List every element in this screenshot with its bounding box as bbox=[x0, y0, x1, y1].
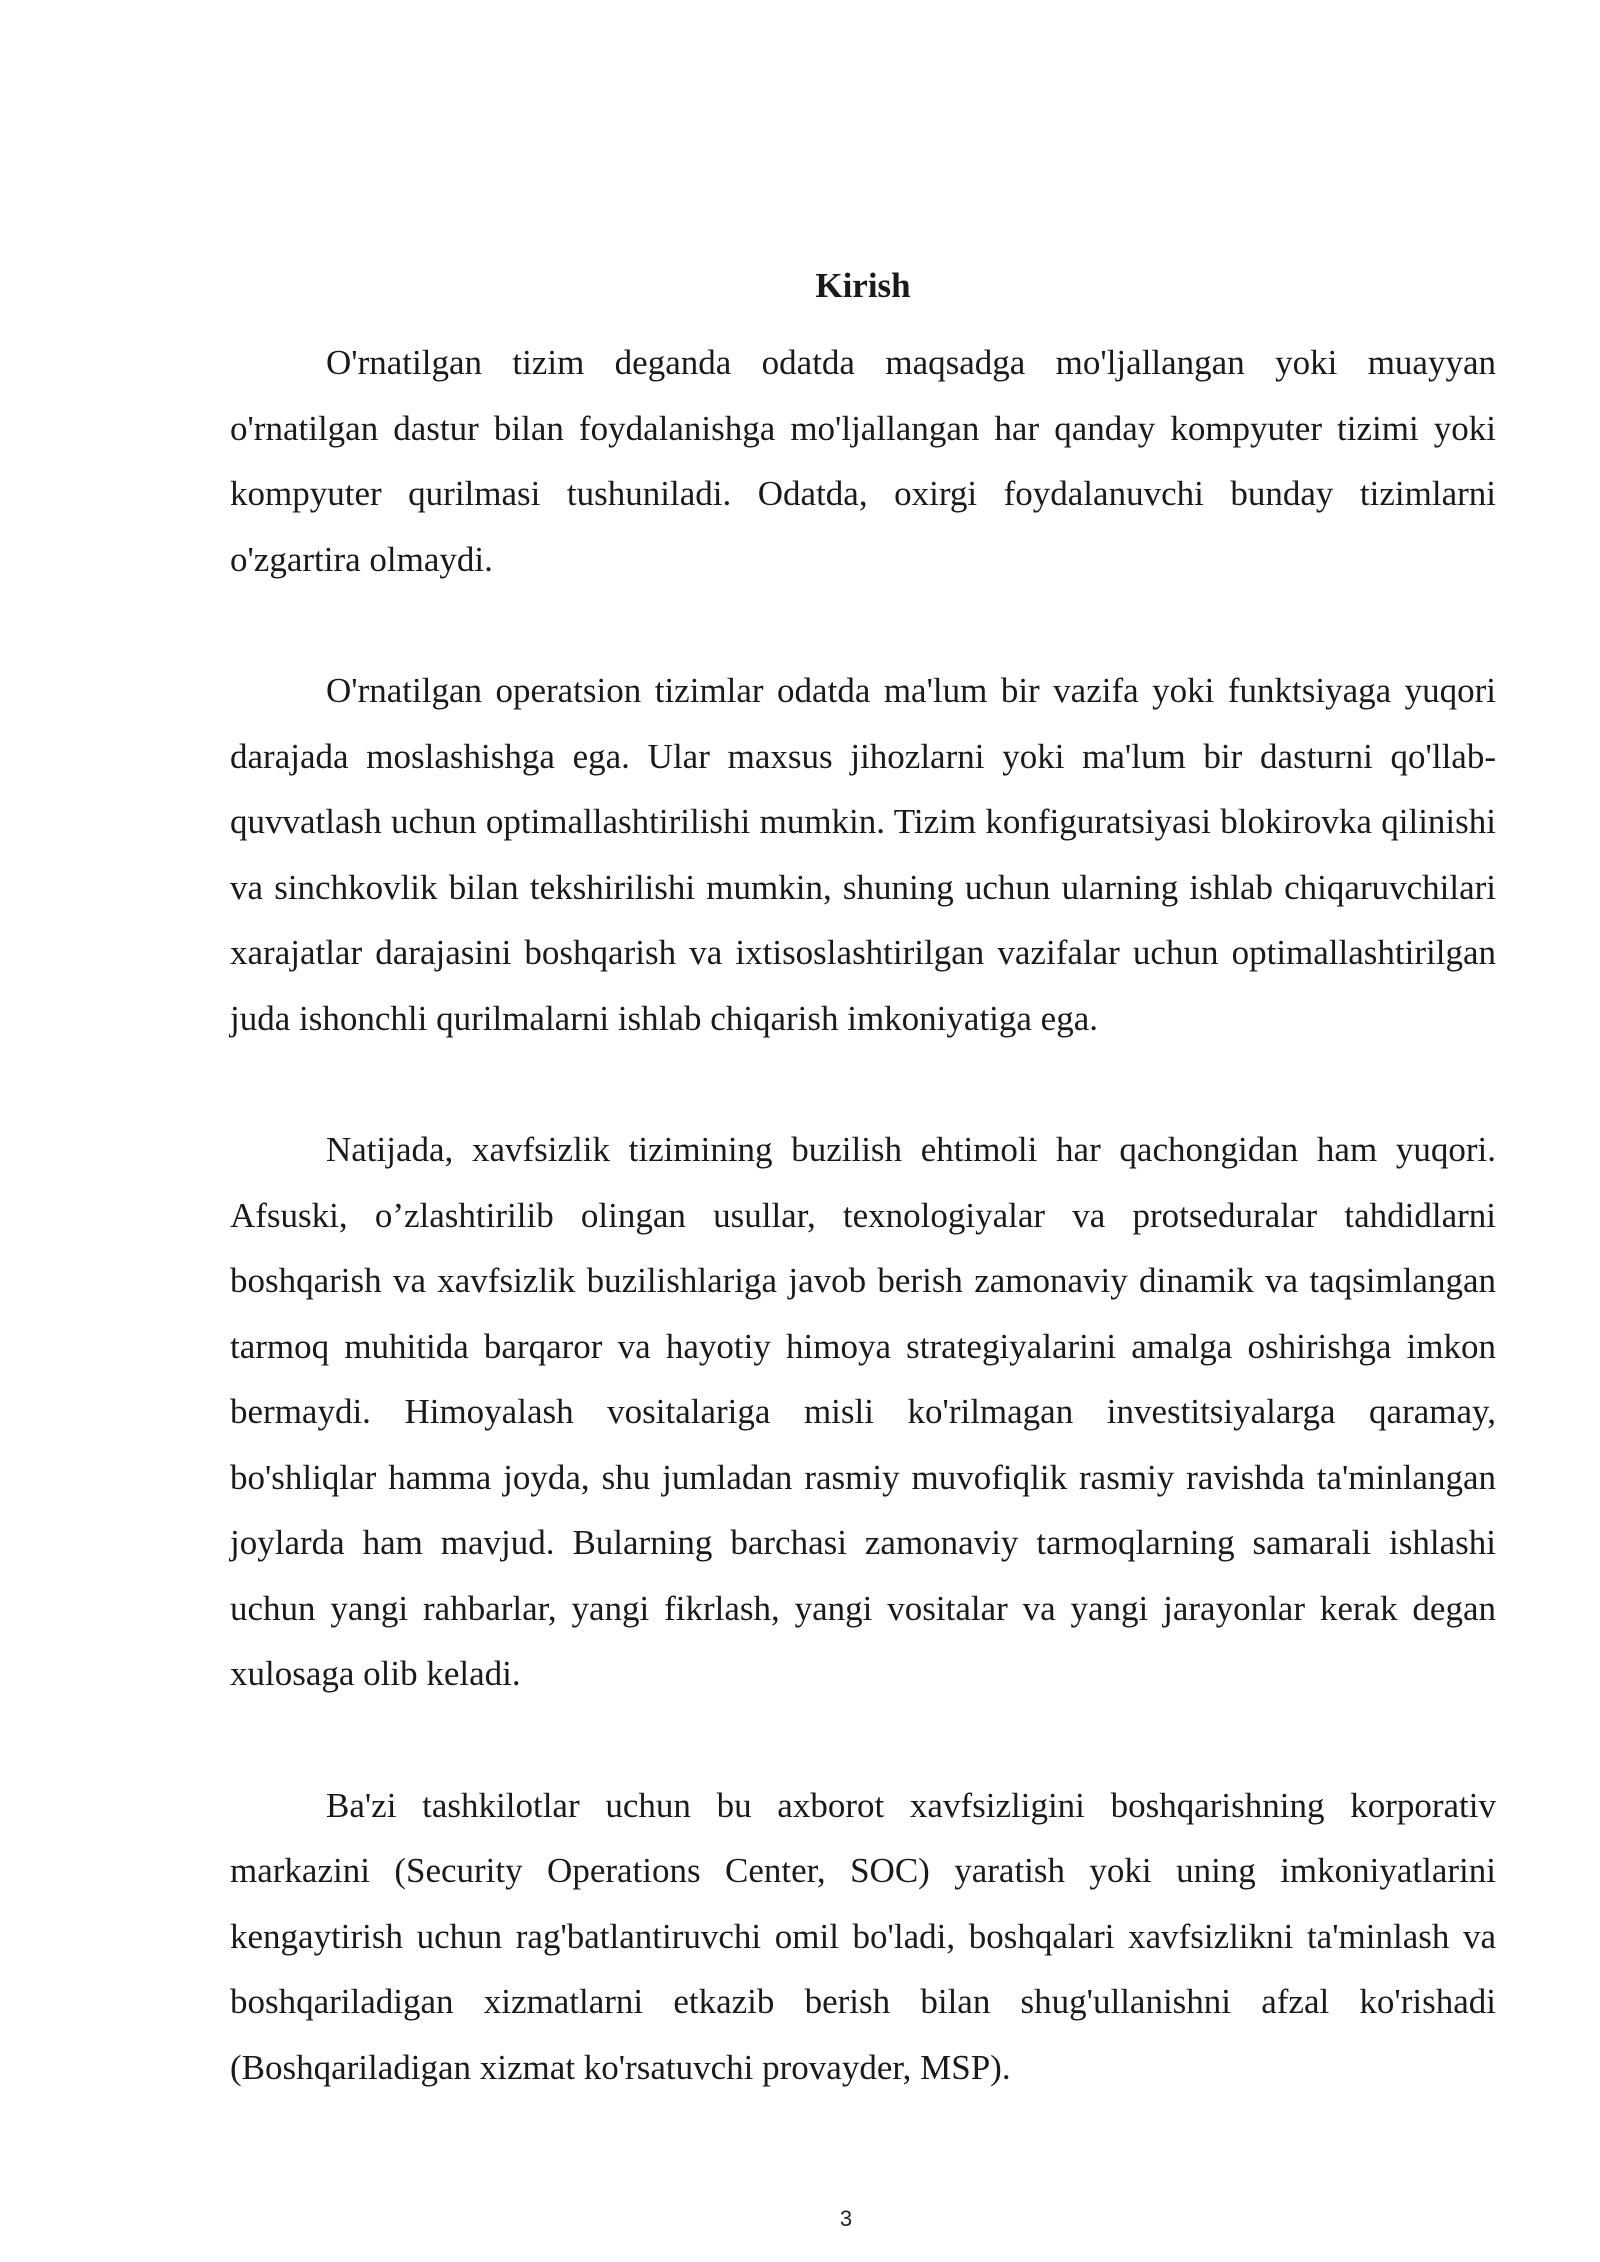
paragraph-1: O'rnatilgan tizim deganda odatda maqsadga mo'ljallangan yoki muayyan o'rnatilgan dastur bilan foydalanishga mo'ljallangan har qanday kompyuter tizimi yoki kompyuter qurilmasi tushuniladi. Odatda, oxirgi foydalanuvchi bunday tizimlarni o'zgartira olmaydi. bbox=[230, 343, 1496, 579]
paragraph-3: Natijada, xavfsizlik tizimining buzilish ehtimoli har qachongidan ham yuqori. Afsuski, o’zlashtirilib olingan usullar, texnologiyalar va protseduralar tahdidlarni boshqarish va xavfsizlik buzilishlariga javob berish zamonaviy dinamik va taqsimlangan tarmoq muhitida barqaror va hayotiy himoya strategiyalarini amalga oshirishga imkon bermaydi. Himoyalash vositalariga misli ko'rilmagan investitsiyalarga qaramay, bo'shliqlar hamma joyda, shu jumladan rasmiy muvofiqlik rasmiy ravishda ta'minlangan joylarda ham mavjud. Bularning barchasi zamonaviy tarmoqlarning samarali ishlashi uchun yangi rahbarlar, yangi fikrlash, yangi vositalar va yangi jarayonlar kerak degan xulosaga olib keladi. bbox=[230, 1130, 1496, 1693]
paragraph-4: Ba'zi tashkilotlar uchun bu axborot xavfsizligini boshqarishning korporativ markazini (Security Operations Center, SOC) yaratish yoki uning imkoniyatlarini kengaytirish uchun rag'batlantiruvchi omil bo'ladi, boshqalari xavfsizlikni ta'minlash va boshqariladigan xizmatlarni etkazib berish bilan shug'ullanishni afzal ko'rishadi (Boshqariladigan xizmat ko'rsatuvchi provayder, MSP). bbox=[230, 1785, 1496, 2087]
document-page bbox=[230, 258, 1496, 2100]
page-number: 3 bbox=[839, 2206, 853, 2231]
section-title: Kirish bbox=[815, 266, 911, 305]
paragraph-2: O'rnatilgan operatsion tizimlar odatda ma'lum bir vazifa yoki funktsiyaga yuqori darajada moslashishga ega. Ular maxsus jihozlarni yoki ma'lum bir dasturni qo'llab-quvvatlash uchun optimallashtirilishi mumkin. Tizim konfiguratsiyasi blokirovka qilinishi va sinchkovlik bilan tekshirilishi mumkin, shuning uchun ularning ishlab chiqaruvchilari xarajatlar darajasini boshqarish va ixtisoslashtirilgan vazifalar uchun optimallashtirilgan juda ishonchli qurilmalarni ishlab chiqarish imkoniyatiga ega. bbox=[230, 671, 1496, 1038]
